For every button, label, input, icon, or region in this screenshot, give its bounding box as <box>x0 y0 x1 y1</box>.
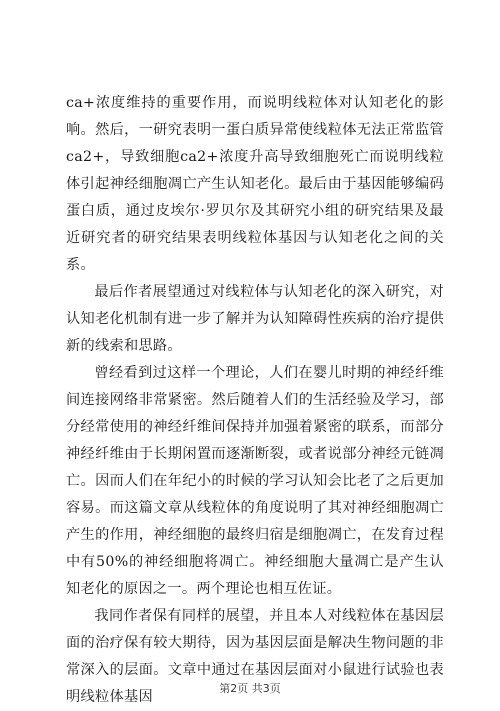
paragraph-2: 最后作者展望通过对线粒体与认知老化的深入研究，对认知老化机制有进一步了解并为认知障碍性疾病的治疗提供新的线索和思路。 <box>66 284 444 354</box>
body-text <box>66 90 444 711</box>
page-footer: 第2页 共3页 <box>219 682 281 695</box>
paragraph-4: 我同作者保有同样的展望，并且本人对线粒体在基因层面的治疗保有较大期待，因为基因层面是解决生物问题的非常深入的层面。文章中通过在基因层面对小鼠进行试验也表明线粒体基因 <box>66 608 444 705</box>
paragraph-1: ca+浓度维持的重要作用，而说明线粒体对认知老化的影响。然后，一研究表明一蛋白质异常使线粒体无法正常监管ca2+，导致细胞ca2+浓度升高导致细胞死亡而说明线粒体引起神经细胞凋亡产生认知老化。最后由于基因能够编码蛋白质，通过皮埃尔·罗贝尔及其研究小组的研究结果及最近研究者的研究结果表明线粒体基因与认知老化之间的关系。 <box>66 95 444 273</box>
paragraph-3: 曾经看到过这样一个理论，人们在婴儿时期的神经纤维间连接网络非常紧密。然后随着人们的生活经验及学习，部分经常使用的神经纤维间保持并加强着紧密的联系，而部分神经纤维由于长期闲置而逐渐断裂，或者说部分神经元链凋亡。因而人们在年纪小的时候的学习认知会比老了之后更加容易。而这篇文章从线粒体的角度说明了其对神经细胞凋亡产生的作用，神经细胞的最终归宿是细胞凋亡，在发育过程中有50%的神经细胞将凋亡。神经细胞大量凋亡是产生认知老化的原因之一。两个理论也相互佐证。 <box>66 365 444 597</box>
